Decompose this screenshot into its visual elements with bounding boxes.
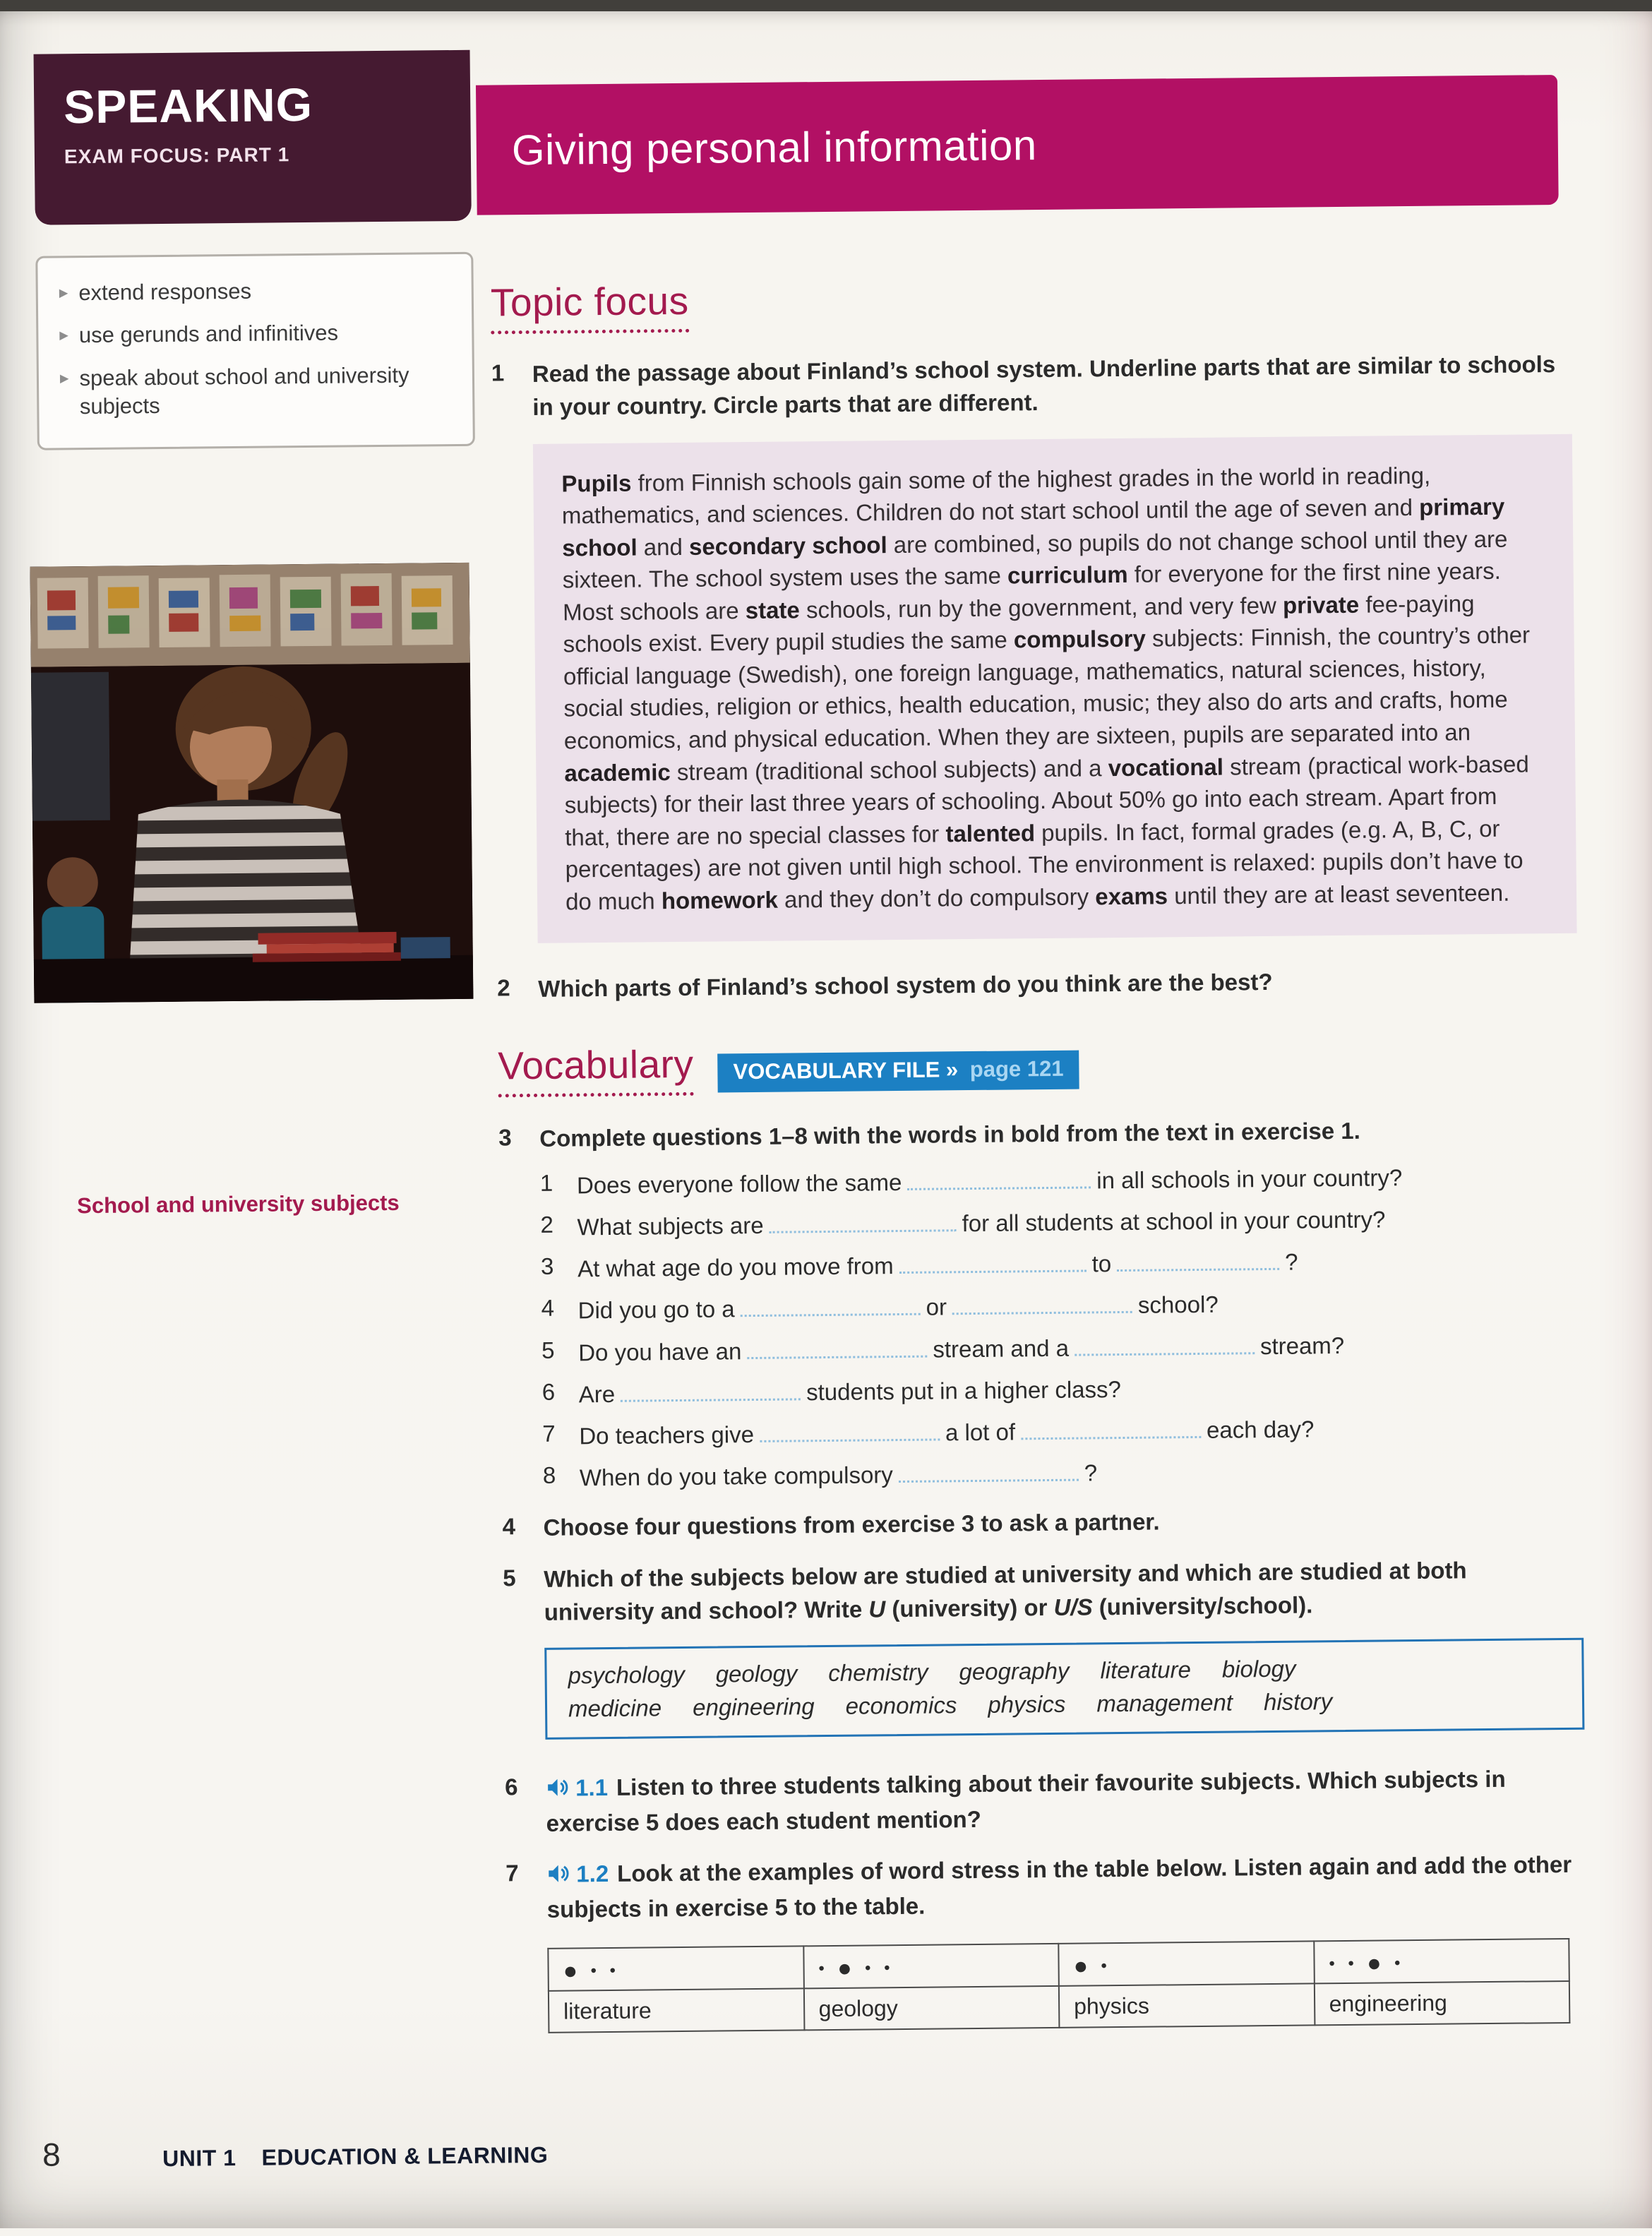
objective-text: use gerunds and infinitives [78,320,339,348]
question-number: 2 [540,1211,554,1238]
objective-item [60,361,455,422]
stress-pattern-cell: ● ● ● [548,1946,803,1990]
exercise-number: 2 [497,974,510,1001]
arrow-bullet-icon: ▸ [59,282,68,303]
scan-edge [0,0,1652,11]
answer-blank[interactable] [740,1293,920,1317]
question-row [542,1369,1581,1411]
question-number: 3 [540,1252,554,1280]
answer-blank[interactable] [1021,1416,1201,1440]
exercise-number: 7 [505,1860,519,1887]
stress-word-cell: engineering [1314,1981,1569,2025]
vocabulary-heading: Vocabulary [498,1041,694,1098]
exercise-instruction: Complete questions 1–8 with the words in bold from the text in exercise 1. [539,1117,1361,1152]
question-number: 5 [541,1337,555,1363]
stress-word-cell: literature [549,1988,804,2032]
question-row [541,1285,1580,1327]
exercise-7 [505,1848,1586,1927]
main-content-column [491,270,1588,2033]
exercise-instruction: Read the passage about Finland’s school system. Underline parts that are similar to schools in your country. Circle parts that are different. [532,351,1556,420]
question-text: Does everyone follow the same in all schools in your country? [576,1164,1403,1199]
answer-blank[interactable] [760,1418,940,1442]
exercise-number: 3 [498,1124,512,1151]
answer-blank[interactable] [899,1459,1079,1483]
exercise-number: 5 [503,1565,516,1591]
question-number: 6 [541,1378,556,1405]
stress-pattern-cell: ● ● [1058,1942,1314,1986]
question-text: Are students put in a higher class? [578,1375,1122,1408]
classroom-photo [30,563,474,1003]
exercise-1 [491,348,1572,424]
question-text: Did you go to a or school? [577,1291,1219,1324]
reading-passage: Pupils from Finnish schools gain some of the highest grades in the world in reading, mathematics, and sciences. Children do not start school until the age of seven and primary school and secondary school are combined, so pupils do not change school until they are sixteen. The school system uses the same curriculum for everyone for the first nine years. Most schools are state schools, run by the government, and very few private fee-paying schools exist. Every pupil studies the same compulsory subjects: Finnish, the country’s other official language (Swedish), one foreign language, mathematics, natural sciences, history, social studies, religion or ethics, health education, music; they also do arts and crafts, home economics, and physical education. When they are sixteen, pupils are separated into an academic stream (traditional school subjects) and a vocational stream (practical work-based subjects) for their last three years of schooling. About 50% go into each stream. Apart from that, there are no special classes for talented pupils. In fact, formal grades (e.g. A, B, C, or percentages) are not given until high school. The environment is relaxed: pupils don’t have to do much homework and they don’t do compulsory exams until they are at least seventeen. [533,434,1577,944]
exercise-4 [502,1502,1582,1546]
exercise-2 [497,963,1577,1007]
question-text: What subjects are for all students at school in your country? [577,1206,1386,1240]
exercise-instruction: Choose four questions from exercise 3 to ask a partner. [543,1508,1160,1541]
question-row [540,1160,1579,1202]
question-row [540,1202,1579,1244]
audio-play-icon[interactable] [546,1860,572,1894]
stress-pattern-cell: ● ● ● ● [803,1944,1059,1988]
topic-focus-heading: Topic focus [491,278,689,335]
exercise-number: 4 [502,1513,516,1540]
answer-blank[interactable] [1117,1248,1279,1272]
answer-blank[interactable] [769,1209,956,1233]
exercise-instruction: Which of the subjects below are studied at university and which are studied at both university and school? Write U (university) or U/S (university/school). [544,1557,1467,1625]
unit-footer-label [162,2142,549,2172]
section-title: SPEAKING [63,78,313,133]
lesson-title-banner [476,75,1559,215]
question-list [540,1160,1582,1495]
exercise-instruction: Which parts of Finland’s school system do you think are the best? [538,969,1273,1003]
audio-track-number: 1.1 [575,1774,609,1801]
question-number: 1 [539,1169,553,1196]
unit-title: EDUCATION & LEARNING [261,2141,549,2170]
stress-word-cell: physics [1059,1983,1315,2027]
objectives-box [35,252,475,450]
answer-blank[interactable] [747,1335,927,1358]
audio-track-number: 1.2 [576,1860,609,1887]
question-row [541,1327,1581,1369]
exercise-5 [503,1553,1584,1630]
exercise-number: 6 [504,1773,518,1800]
word-bank-line: medicine engineering economics physics management history [568,1687,1333,1722]
word-bank-line: psychology geology chemistry geography literature biology [568,1655,1296,1689]
objective-item [59,318,453,350]
question-number: 8 [542,1461,556,1489]
answer-blank[interactable] [621,1378,801,1401]
audio-play-icon[interactable] [546,1774,571,1807]
exam-focus-label: EXAM FOCUS: PART 1 [64,143,290,168]
question-text: At what age do you move from to ? [577,1248,1298,1282]
speaking-header-box [34,50,472,225]
question-number: 4 [541,1295,555,1322]
answer-blank[interactable] [1075,1332,1255,1356]
question-row [543,1452,1582,1495]
exercise-instruction: Look at the examples of word stress in the table below. Listen again and add the other subjects in exercise 5 to the table. [546,1851,1572,1923]
arrow-bullet-icon: ▸ [59,367,69,388]
answer-blank[interactable] [907,1166,1091,1190]
arrow-bullet-icon: ▸ [59,325,69,345]
question-text: When do you take compulsory ? [579,1459,1098,1491]
exercise-number: 1 [491,359,505,386]
question-text: Do teachers give a lot of each day? [579,1416,1315,1449]
objective-item [59,275,453,308]
unit-number: UNIT 1 [162,2145,237,2172]
question-number: 7 [542,1420,556,1447]
vocabulary-file-page: page 121 [969,1056,1064,1082]
exercise-instruction: Listen to three students talking about their favourite subjects. Which subjects in exercise 5 does each student mention? [546,1765,1506,1836]
subject-word-bank [544,1638,1584,1740]
question-row [541,1243,1580,1286]
answer-blank[interactable] [899,1250,1086,1274]
stress-word-cell: geology [803,1986,1059,2030]
margin-topic-label: School and university subjects [77,1190,400,1219]
exercise-3 [498,1113,1579,1156]
question-row [542,1411,1581,1453]
stress-pattern-cell: ● ● ● ● [1314,1939,1569,1983]
answer-blank[interactable] [952,1291,1132,1315]
page-number: 8 [42,2136,61,2173]
vocabulary-file-label: VOCABULARY FILE » [733,1057,959,1084]
exercise-6 [505,1762,1586,1840]
classroom-photo-art [30,563,474,1003]
word-stress-table [547,1938,1570,2033]
lesson-title: Giving personal information [511,121,1038,174]
objective-text: extend responses [78,278,252,306]
objective-text: speak about school and university subjects [79,362,409,419]
vocabulary-file-badge[interactable] [717,1051,1079,1093]
question-text: Do you have an stream and a stream? [578,1332,1345,1366]
